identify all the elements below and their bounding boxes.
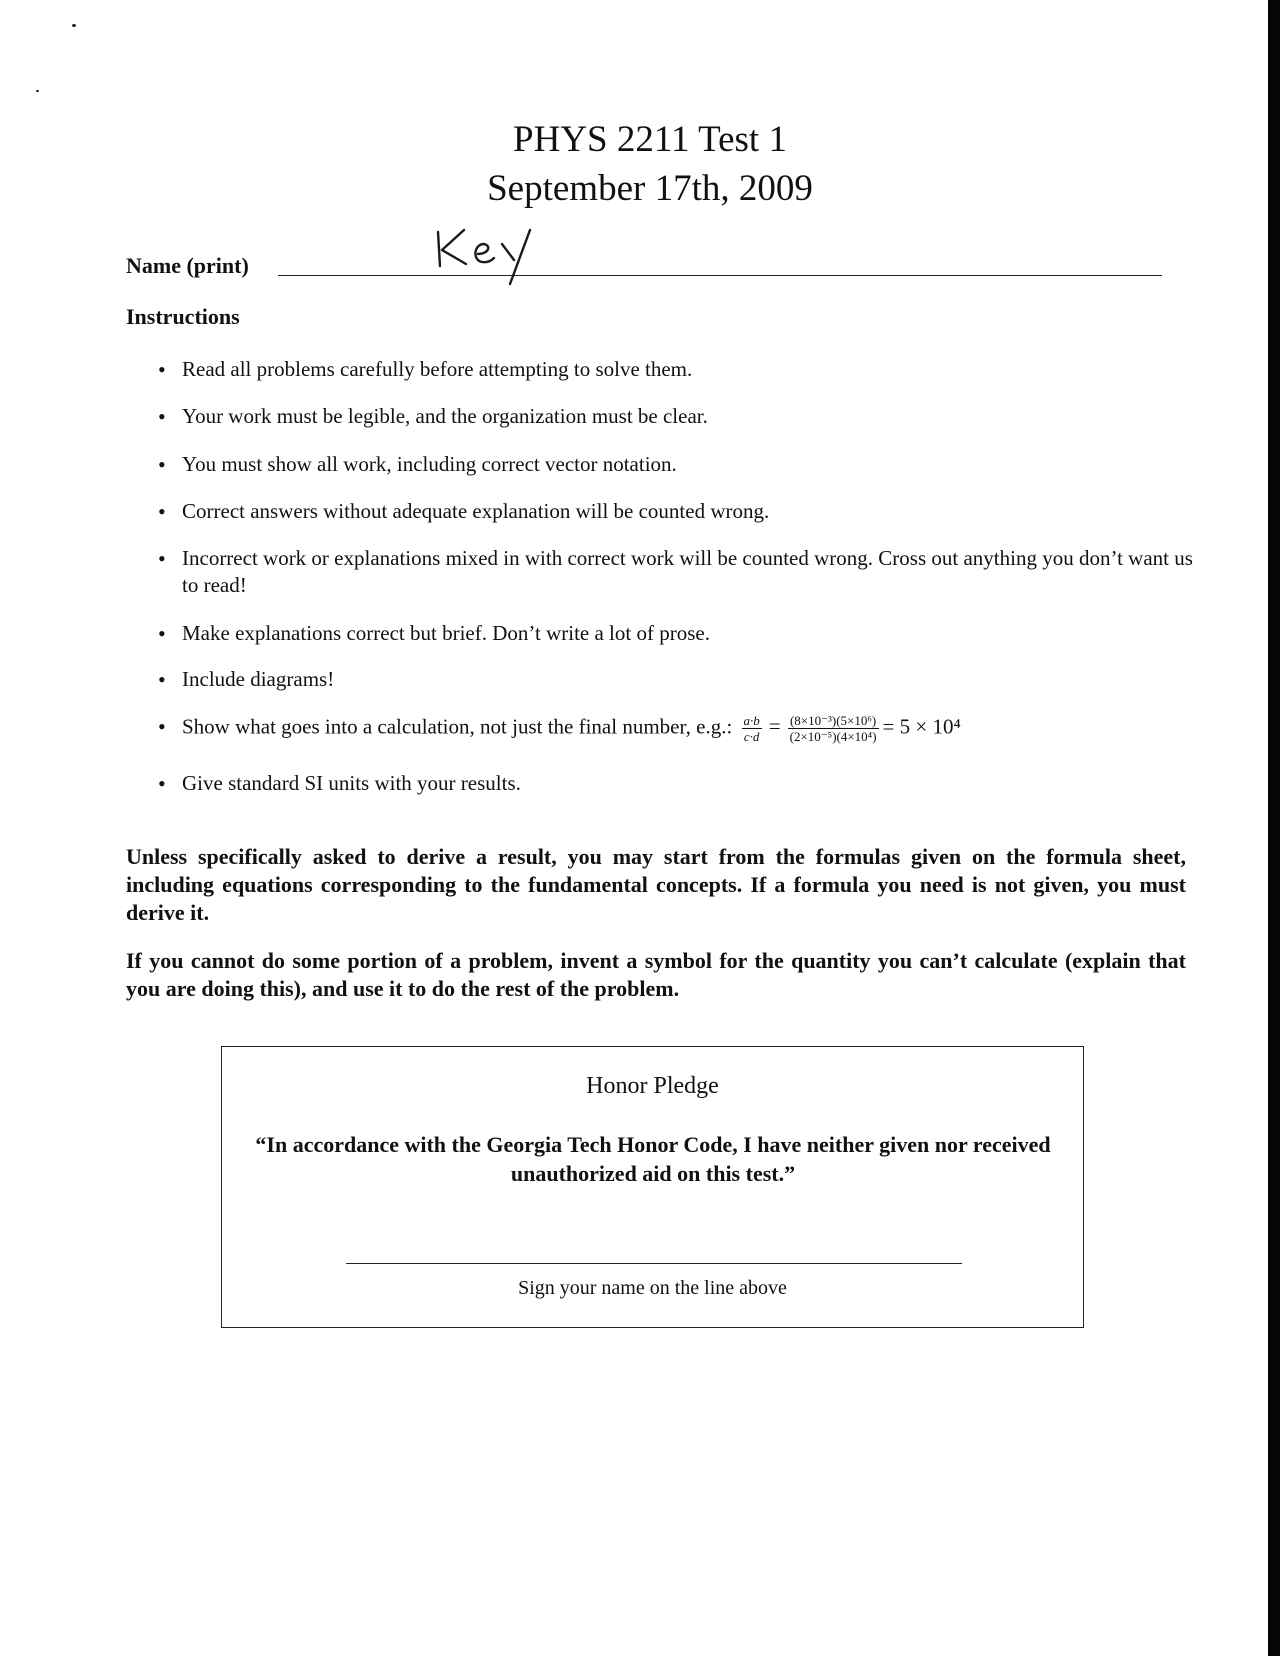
list-item <box>158 713 961 744</box>
instructions-heading: Instructions <box>126 304 240 329</box>
list-item <box>158 498 769 525</box>
list-item-text: Your work must be legible, and the organization must be clear. <box>182 404 708 428</box>
example-fraction <box>742 713 762 744</box>
scan-speck <box>36 90 39 92</box>
formula-sheet-note: Unless specifically asked to derive a result, you may start from the formulas given on the formula sheet, including equations corresponding to the fundamental concepts. If a formula you need is not given, you must derive it. <box>126 844 1186 925</box>
handwritten-key-signature <box>430 222 550 292</box>
list-item <box>158 770 521 797</box>
page-title: PHYS 2211 Test 1 <box>513 119 787 160</box>
list-item-text: Incorrect work or explanations mixed in with correct work will be counted wrong. Cross out anything you don’t want us to read! <box>182 546 1193 597</box>
list-item-text: Read all problems carefully before attempting to solve them. <box>182 357 693 381</box>
list-item <box>158 451 677 478</box>
list-item <box>158 356 692 383</box>
name-label: Name (print) <box>126 253 249 278</box>
list-item-text: Show what goes into a calculation, not just the final number, e.g.: <box>182 714 733 739</box>
list-item-text: Make explanations correct but brief. Don’t write a lot of prose. <box>182 621 710 645</box>
example-numeric-fraction <box>788 713 879 744</box>
fraction-denominator: c·d <box>743 729 760 744</box>
symbol-note: If you cannot do some portion of a problem, invent a symbol for the quantity you can’t calculate (explain that you are doing this), and use it to do the rest of the problem. <box>126 948 1186 1001</box>
list-item <box>158 403 708 430</box>
list-item-text: You must show all work, including correct vector notation. <box>182 452 677 476</box>
scan-edge <box>1268 0 1280 1656</box>
honor-pledge-title: Honor Pledge <box>586 1073 719 1099</box>
signature-line[interactable] <box>346 1263 962 1264</box>
name-input-line[interactable] <box>278 275 1162 276</box>
scan-speck <box>72 24 76 27</box>
list-item-text: Correct answers without adequate explanation will be counted wrong. <box>182 499 770 523</box>
test-date: September 17th, 2009 <box>487 168 813 209</box>
list-item-text: Include diagrams! <box>182 667 335 691</box>
equals-sign: = <box>768 714 781 739</box>
fraction-denominator: (2×10⁻⁵)(4×10⁴) <box>789 729 877 744</box>
fraction-numerator: (8×10⁻³)(5×10⁶) <box>788 713 879 729</box>
honor-pledge-text: “In accordance with the Georgia Tech Honor Code, I have neither given nor received unauthorized aid on this test.” <box>255 1132 1051 1186</box>
list-item <box>158 620 710 647</box>
signature-caption: Sign your name on the line above <box>518 1277 787 1299</box>
example-result: = 5 × 10⁴ <box>882 714 961 739</box>
list-item <box>158 666 334 693</box>
fraction-numerator: a·b <box>743 713 760 728</box>
honor-pledge-box <box>221 1046 1084 1328</box>
list-item-text: Give standard SI units with your results. <box>182 771 521 795</box>
list-item <box>158 545 1198 599</box>
